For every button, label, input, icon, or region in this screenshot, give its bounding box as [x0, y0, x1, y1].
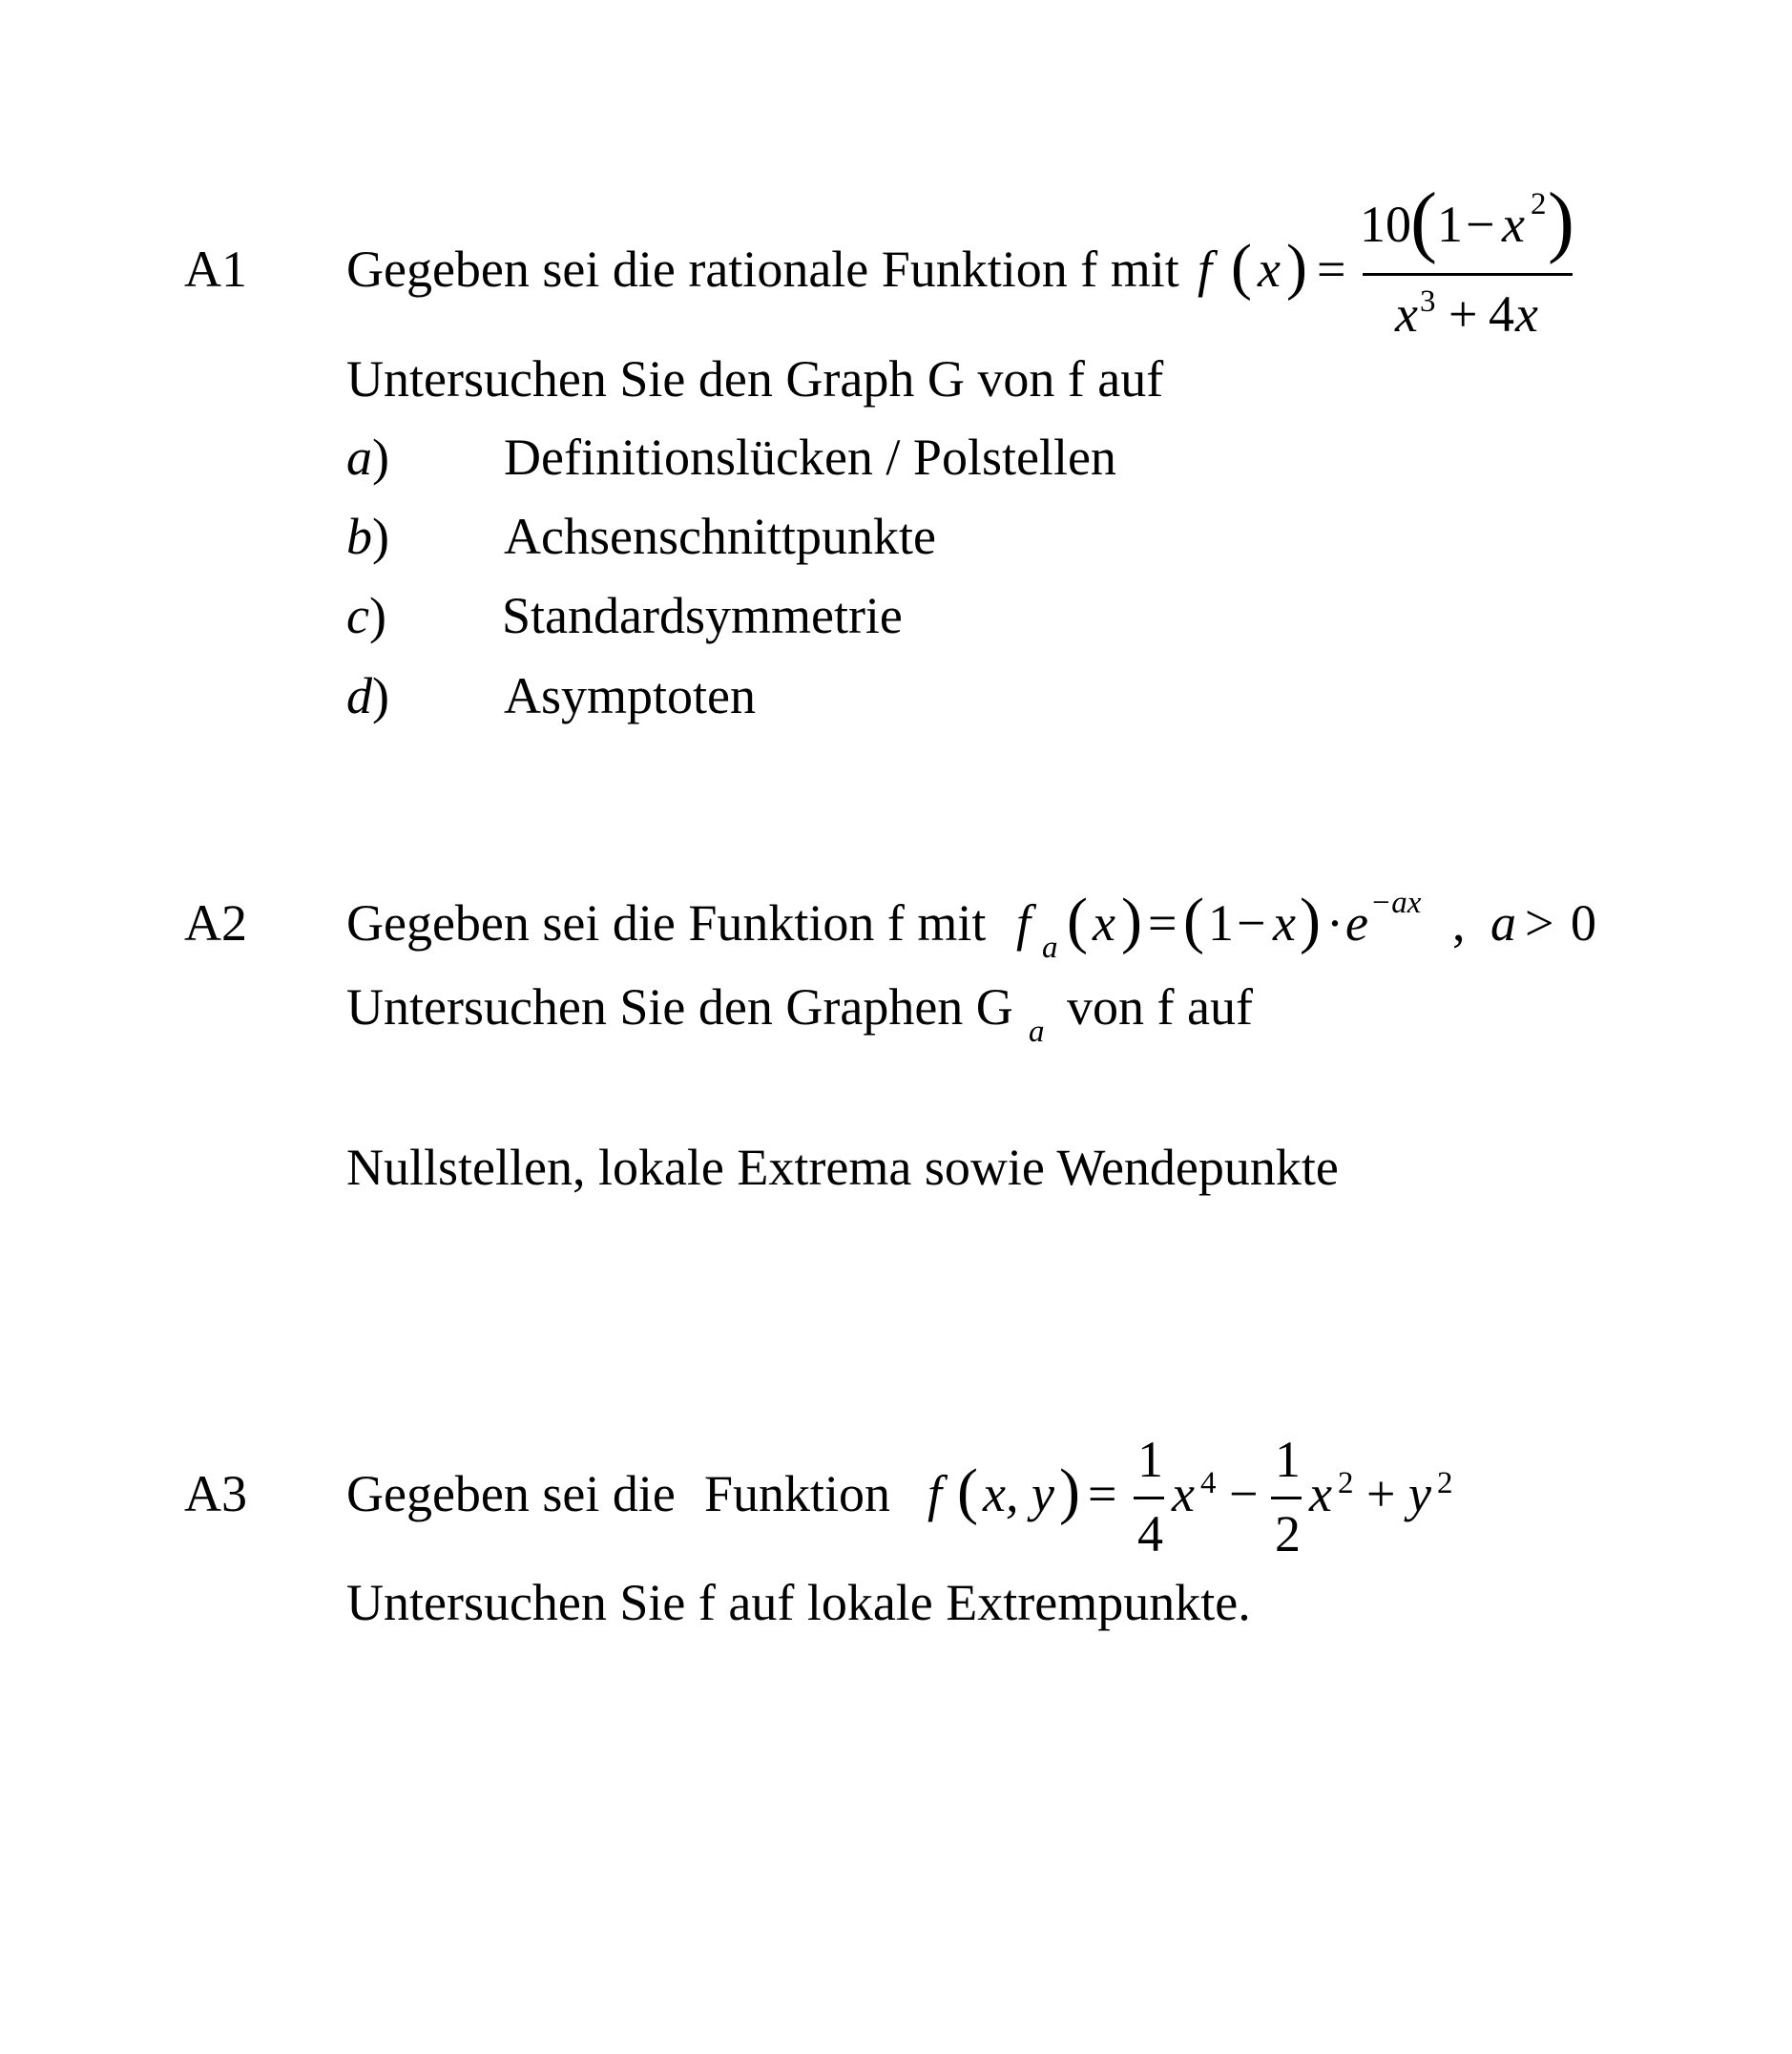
term1-x: x: [1172, 1465, 1195, 1522]
task-intro-a2: Gegeben sei die Funktion f mit: [346, 894, 987, 952]
plus-sign: +: [1366, 1465, 1396, 1522]
multiplication-dot: ·: [1326, 894, 1344, 952]
term-x: x: [1273, 894, 1296, 952]
list-item-text: Standardsymmetrie: [502, 587, 903, 644]
list-item-marker: a): [346, 429, 389, 486]
fraction2-denominator: 2: [1275, 1505, 1301, 1562]
task-label-a3: A3: [184, 1465, 247, 1522]
task-intro-a1: Gegeben sei die rationale Funktion f mit: [346, 241, 1179, 298]
numerator-minus: −: [1466, 196, 1495, 253]
task-tail: von f auf: [1067, 978, 1253, 1036]
term-one: 1: [1208, 894, 1234, 952]
euler-e: e: [1345, 894, 1368, 952]
numerator-close-paren: ): [1548, 177, 1574, 265]
list-item-text: Achsenschnittpunkte: [504, 508, 936, 565]
graph-subscript: a: [1029, 1015, 1045, 1049]
open-paren-2: (: [1183, 886, 1204, 955]
fraction2-numerator: 1: [1275, 1431, 1301, 1488]
term2-exponent: 2: [1338, 1466, 1354, 1500]
close-paren: ): [1059, 1457, 1080, 1526]
open-paren: (: [1231, 232, 1252, 302]
numerator-open-paren: (: [1410, 177, 1437, 265]
task-instruction-a3: Untersuchen Sie f auf lokale Extrempunkte.: [346, 1574, 1251, 1631]
close-paren: ): [1121, 886, 1142, 955]
numerator-exponent: 2: [1531, 187, 1547, 221]
close-paren: ): [1286, 232, 1307, 302]
term1-exponent: 4: [1200, 1466, 1217, 1500]
minus-sign: −: [1229, 1465, 1259, 1522]
denominator-x: x: [1395, 285, 1418, 343]
variable-x: x: [1258, 241, 1281, 298]
task-label-a1: A1: [184, 241, 247, 298]
term-minus: −: [1237, 894, 1266, 952]
term2-x: x: [1309, 1465, 1332, 1522]
greater-than: >: [1525, 894, 1554, 952]
function-subscript: a: [1042, 931, 1058, 965]
denominator-exponent: 3: [1420, 284, 1436, 319]
open-paren: (: [1067, 886, 1088, 955]
task-instruction-a1: Untersuchen Sie den Graph G von f auf: [346, 350, 1164, 408]
variable-x: x: [1093, 894, 1115, 952]
task-text: Untersuchen Sie den Graphen G: [346, 978, 1013, 1036]
term3-y: y: [1408, 1465, 1431, 1522]
zero: 0: [1571, 894, 1596, 952]
denominator-coefficient: 4: [1489, 285, 1514, 343]
task-label-a2: A2: [184, 894, 247, 952]
function-arguments: x, y: [983, 1465, 1054, 1522]
parameter-a: a: [1490, 894, 1516, 952]
task-goal-a2: Nullstellen, lokale Extrema sowie Wendepunkte: [346, 1139, 1339, 1196]
denominator-plus: +: [1448, 285, 1478, 343]
open-paren: (: [957, 1457, 978, 1526]
task-intro-a3-word: Funktion: [704, 1465, 891, 1522]
fraction1-denominator: 4: [1137, 1505, 1163, 1562]
equals-sign: =: [1317, 241, 1346, 298]
fraction2-bar: [1271, 1497, 1302, 1499]
function-name: f: [1198, 241, 1213, 298]
task-intro-a3: Gegeben sei die: [346, 1465, 676, 1522]
numerator-coefficient: 10: [1360, 196, 1411, 253]
numerator-x: x: [1502, 196, 1525, 253]
list-item-marker: d): [346, 667, 389, 724]
list-item-text: Definitionslücken / Polstellen: [504, 429, 1116, 486]
list-item-marker: b): [346, 508, 389, 565]
denominator-x2: x: [1515, 285, 1538, 343]
function-name: f: [927, 1465, 943, 1522]
equals-sign: =: [1148, 894, 1177, 952]
comma: ,: [1452, 894, 1466, 952]
term3-exponent: 2: [1437, 1466, 1453, 1500]
function-name: f: [1016, 894, 1031, 952]
fraction-bar: [1363, 273, 1573, 276]
list-item-marker: c): [346, 587, 386, 644]
fraction1-numerator: 1: [1137, 1431, 1163, 1488]
numerator-one: 1: [1437, 196, 1463, 253]
equals-sign: =: [1088, 1465, 1117, 1522]
close-paren-2: ): [1300, 886, 1321, 955]
exponent: −ax: [1370, 886, 1422, 920]
fraction1-bar: [1134, 1497, 1164, 1499]
list-item-text: Asymptoten: [504, 667, 756, 724]
